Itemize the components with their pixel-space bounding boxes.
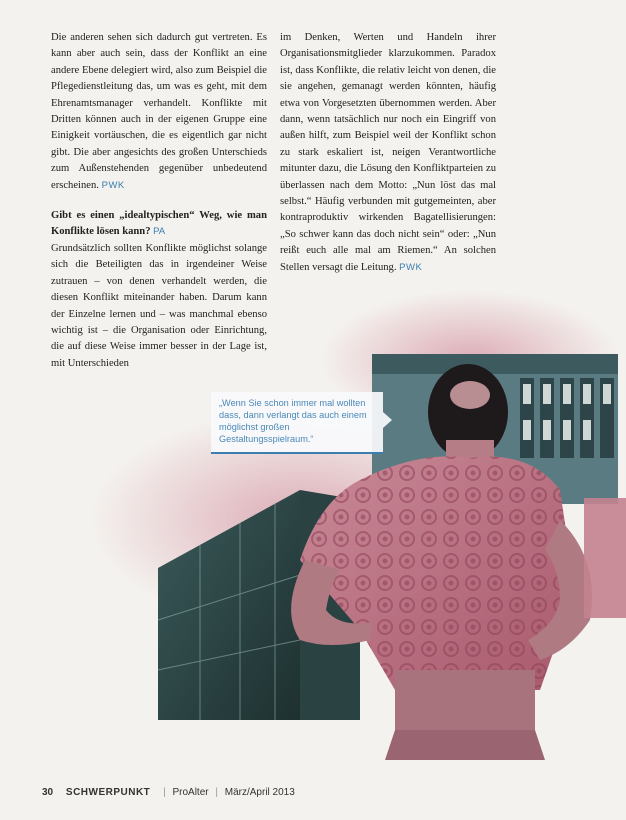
left-paragraph-1: Die anderen sehen sich dadurch gut vertreten. Es kann aber auch sein, dass der Konflikt an eine andere Ebene delegiert wird, also zum Beispiel die Pflegedienstleitung das, um was es geht, mit dem Ehrenamtsmanager verhandelt. Konflikte mit Dritten können auch in der eigenen Gruppe eine Einigkeit vortäuschen, die es eigentlich gar nicht gibt. Die aber angesichts des großen Unterschieds zum Außenstehenden gegenüber unbedeutend erscheinen. PWK [51, 32, 267, 191]
left-column [51, 30, 267, 372]
pull-quote-pointer [383, 412, 392, 428]
issue-date: März/April 2013 [224, 787, 295, 798]
right-column [280, 30, 496, 276]
left-paragraph-2: Grundsätzlich sollten Konflikte möglichst solange sich die Beteiligten das in irgendeiner Weise zutrauen – von denen verhandelt werden, die diesen Konflikt miteinander haben. Darum kann der Einzelne lernen und – was manchmal ebenso wichtig ist – die Organisation oder Einrichtung, die auf diese Weise immer besser in der Lage ist, mit Unterschieden [51, 242, 267, 369]
pull-quote-text: „Wenn Sie schon immer mal wollten dass, dann verlangt das auch einem möglichst großen Gestaltungsspielraum.“ [219, 398, 367, 444]
author-tag: PWK [101, 179, 125, 191]
interview-question: Gibt es einen „idealtypischen“ Weg, wie man Konflikte lösen kann? PA [51, 210, 267, 238]
right-paragraph-1: im Denken, Werten und Handeln ihrer Organisationsmitglieder klarzukommen. Paradox ist, dass Konflikte, die relativ leicht von denen, die sie angehen, gemanagt werden könnten, häufig etwa von Vorgesetzten übernommen werden. Aber dann, wenn tatsächlich nur noch ein Eingriff von außen hilft, zum Beispiel weil der Konflikt schon zu stark eskaliert ist, neigen Verantwortliche mitunter dazu, die Lösung den Konfliktparteien zu überlassen nach dem Motto: „Nun löst das mal selbst.“ Häufig verbunden mit gutgemeinten, aber kontraproduktiv wirkenden Bagatellisierungen: „So schwer kann das doch nicht sein“ oder: „Nun reißt euch alle mal am Riemen.“ An solchen Stellen versagt die Leitung. PWK [280, 32, 496, 273]
pull-quote [211, 392, 383, 454]
page-number: 30 [42, 787, 54, 798]
magazine-name: ProAlter [172, 787, 209, 798]
section-name: SCHWERPUNKT [65, 787, 151, 798]
footer-separator: | [215, 787, 218, 798]
author-tag: PWK [399, 261, 423, 273]
page-footer [42, 787, 295, 798]
footer-separator: | [163, 787, 166, 798]
question-tag: PA [153, 226, 166, 238]
